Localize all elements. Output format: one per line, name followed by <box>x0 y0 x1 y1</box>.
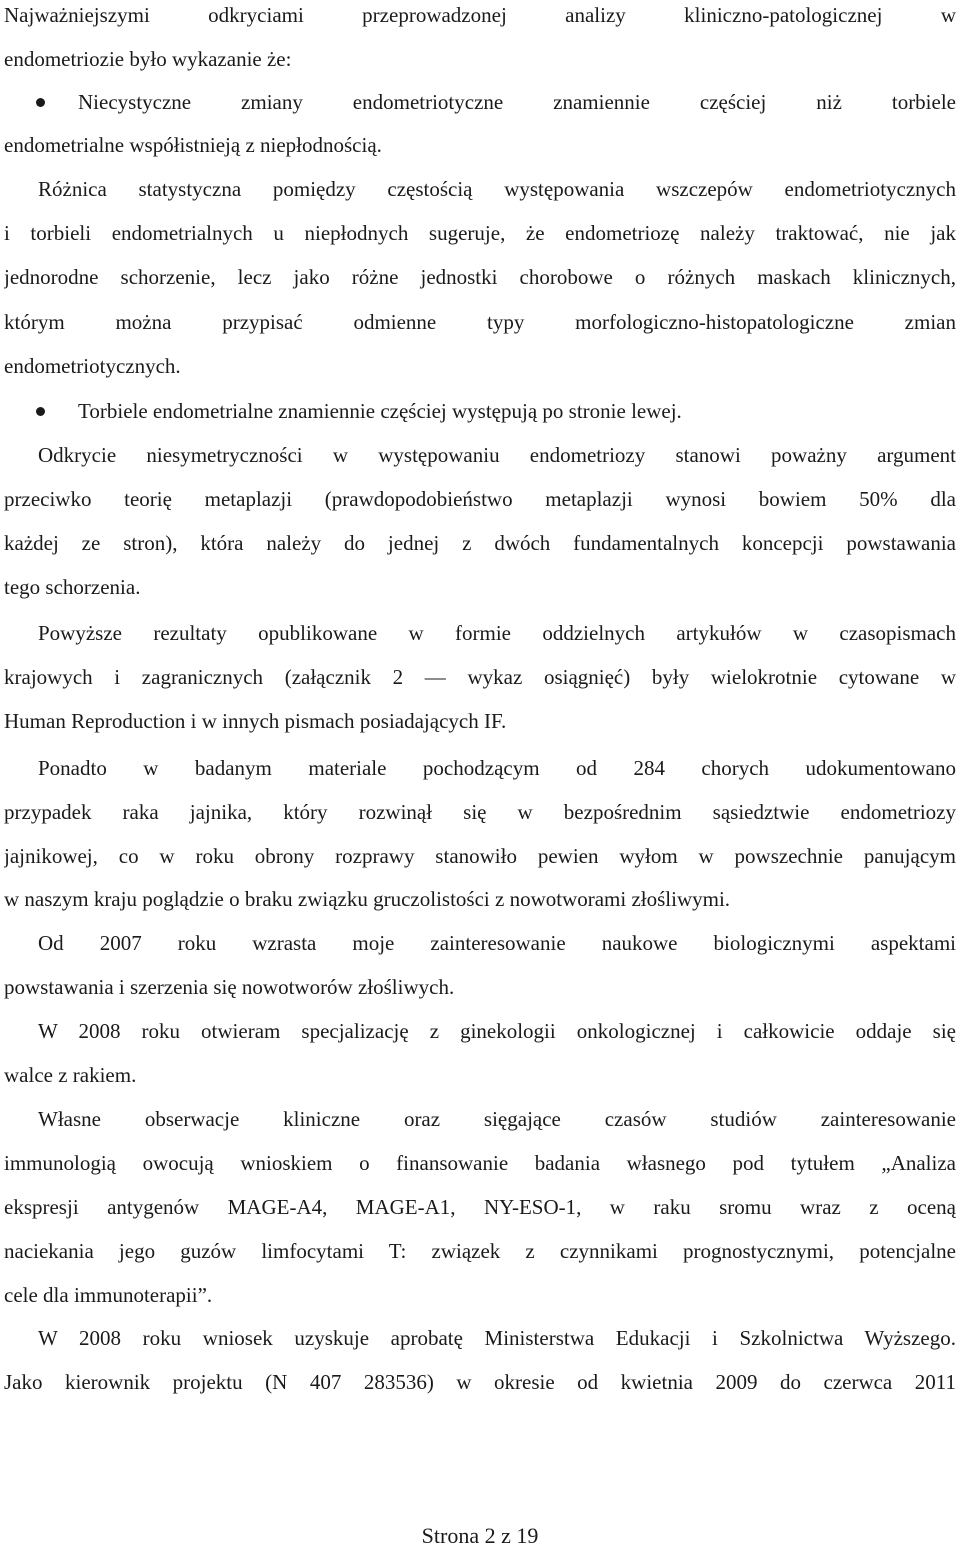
text-line: Ponadto w badanym materiale pochodzącym od 284 chorych udokumentowano <box>38 756 956 780</box>
text-line: i torbieli endometrialnych u niepłodnych sugeruje, że endometriozę należy traktować, nie jak <box>4 221 956 245</box>
text-line: przypadek raka jajnika, który rozwinął się w bezpośrednim sąsiedztwie endometriozy <box>4 800 956 824</box>
bullet-icon <box>36 98 45 107</box>
text-line: Torbiele endometrialne znamiennie częściej występują po stronie lewej. <box>78 399 682 423</box>
text-line: tego schorzenia. <box>4 575 141 599</box>
text-line: w naszym kraju poglądzie o braku związku gruczolistości z nowotworami złośliwymi. <box>4 887 731 911</box>
text-line: każdej ze stron), która należy do jednej z dwóch fundamentalnych koncepcji powstawania <box>4 531 956 555</box>
text-line: przeciwko teorię metaplazji (prawdopodobieństwo metaplazji wynosi bowiem 50% dla <box>4 487 956 511</box>
text-line: krajowych i zagranicznych (załącznik 2 — wykaz osiągnięć) były wielokrotnie cytowane w <box>4 665 956 689</box>
page-footer <box>0 1521 960 1551</box>
text-line: Jako kierownik projektu (N 407 283536) w okresie od kwietnia 2009 do czerwca 2011 <box>4 1370 956 1394</box>
text-line: endometriotycznych. <box>4 354 181 378</box>
text-line: Odkrycie niesymetryczności w występowaniu endometriozy stanowi poważny argument <box>38 443 956 467</box>
text-line: Różnica statystyczna pomiędzy częstością występowania wszczepów endometriotycznych <box>38 177 956 201</box>
text-line: ekspresji antygenów MAGE-A4, MAGE-A1, NY-ESO-1, w raku sromu wraz z oceną <box>4 1195 956 1219</box>
text-line: naciekania jego guzów limfocytami T: związek z czynnikami prognostycznymi, potencjalne <box>4 1239 956 1263</box>
text-line: Human Reproduction i w innych pismach posiadających IF. <box>4 709 507 733</box>
text-line: walce z rakiem. <box>4 1063 137 1087</box>
bullet-icon <box>36 407 45 416</box>
text-line: jednorodne schorzenie, lecz jako różne jednostki chorobowe o różnych maskach klinicznych, <box>4 265 956 289</box>
page-number-label: Strona 2 z 19 <box>421 1523 539 1548</box>
text-line: powstawania i szerzenia się nowotworów złośliwych. <box>4 975 455 999</box>
text-line: immunologią owocują wnioskiem o finansowanie badania własnego pod tytułem „Analiza <box>4 1151 956 1175</box>
text-line: W 2008 roku wniosek uzyskuje aprobatę Ministerstwa Edukacji i Szkolnictwa Wyższego. <box>38 1326 956 1350</box>
text-line: Własne obserwacje kliniczne oraz sięgające czasów studiów zainteresowanie <box>38 1107 956 1131</box>
text-line: którym można przypisać odmienne typy morfologiczno-histopatologiczne zmian <box>4 310 956 334</box>
text-line: Od 2007 roku wzrasta moje zainteresowanie naukowe biologicznymi aspektami <box>38 931 956 955</box>
text-line: Najważniejszymi odkryciami przeprowadzonej analizy kliniczno-patologicznej w <box>4 3 956 27</box>
text-line: endometriozie było wykazanie że: <box>4 47 292 71</box>
text-line: Niecystyczne zmiany endometriotyczne znamiennie częściej niż torbiele <box>78 90 956 114</box>
text-line: endometrialne współistnieją z niepłodnością. <box>4 133 382 157</box>
text-line: W 2008 roku otwieram specjalizację z ginekologii onkologicznej i całkowicie oddaje się <box>38 1019 956 1043</box>
text-line: cele dla immunoterapii”. <box>4 1283 213 1307</box>
text-line: Powyższe rezultaty opublikowane w formie oddzielnych artykułów w czasopismach <box>38 621 956 645</box>
text-line: jajnikowej, co w roku obrony rozprawy stanowiło pewien wyłom w powszechnie panującym <box>4 844 956 868</box>
